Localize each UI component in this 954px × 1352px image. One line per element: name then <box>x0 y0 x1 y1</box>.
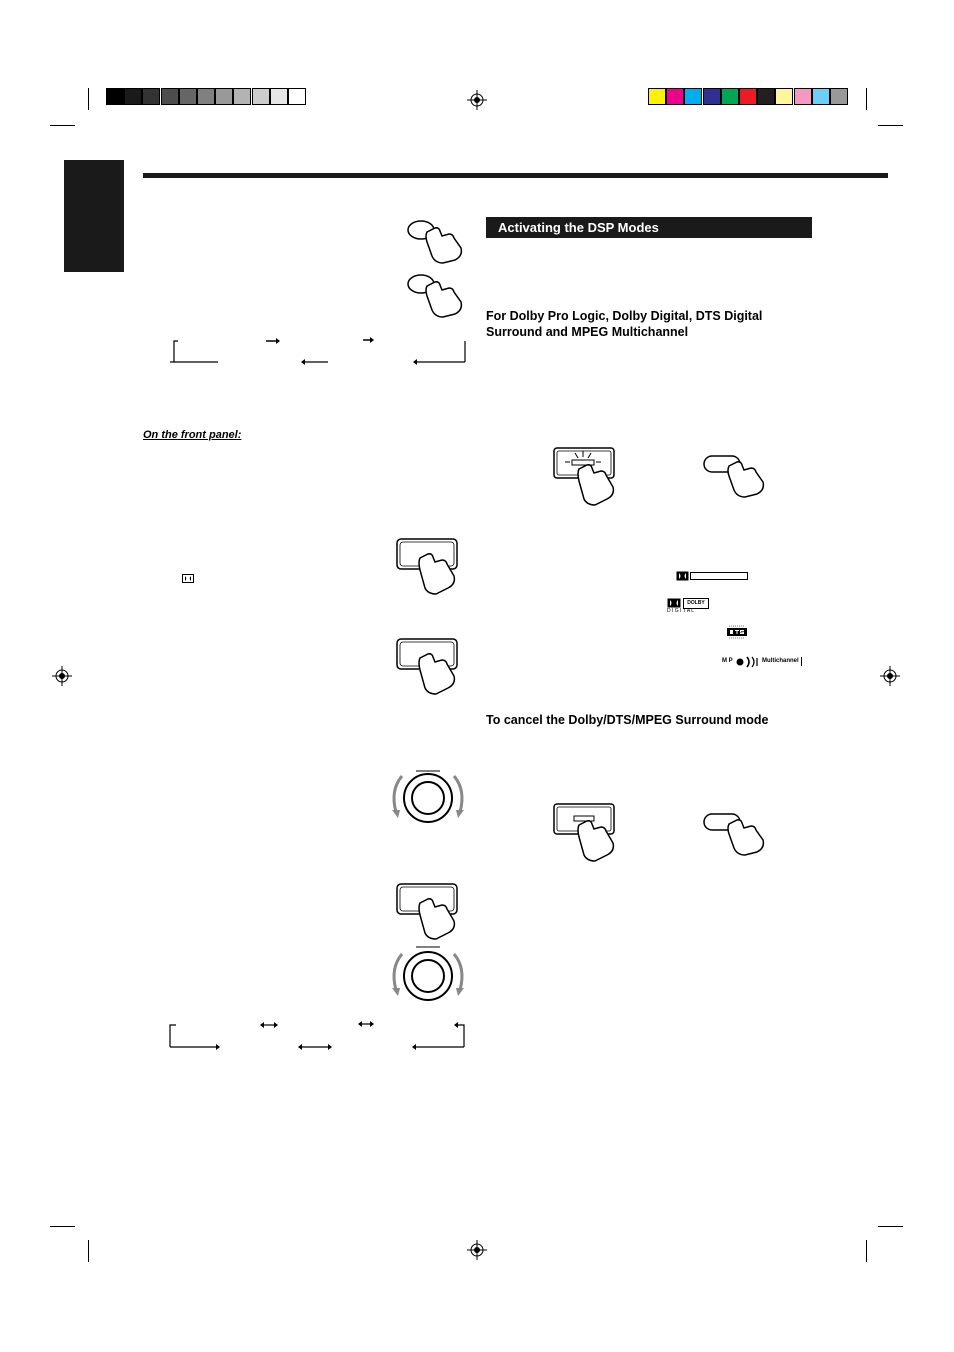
color-swatch <box>830 88 848 105</box>
color-swatch <box>270 88 288 105</box>
registration-mark-left <box>52 666 72 686</box>
registration-mark-bottom <box>467 1240 487 1260</box>
color-swatch <box>703 88 721 105</box>
color-swatch <box>812 88 830 105</box>
color-swatch <box>252 88 270 105</box>
mpeg-prefix: M P <box>722 658 733 664</box>
front-panel-button-press-icon <box>396 638 460 696</box>
color-swatch <box>233 88 251 105</box>
color-swatch <box>142 88 160 105</box>
dolby-double-d-icon <box>667 598 681 608</box>
dolby-pro-logic-indicator-icon <box>676 571 748 581</box>
front-button-press-icon <box>553 803 619 863</box>
color-swatch <box>684 88 702 105</box>
front-panel-note: On the front panel: <box>143 429 242 441</box>
multichannel-wordmark: Multichannel <box>762 658 799 664</box>
color-swatch <box>124 88 142 105</box>
header-rule <box>143 173 888 178</box>
subhead-formats: For Dolby Pro Logic, Dolby Digital, DTS Digital Surround and MPEG Multichannel <box>486 309 763 339</box>
crop-mark <box>866 88 867 110</box>
color-swatch <box>775 88 793 105</box>
hand-press-remote-button-icon <box>703 810 767 856</box>
mode-cycle-diagram-bidirectional <box>166 1019 468 1051</box>
rotary-control-knob-icon <box>388 768 468 826</box>
crop-mark <box>50 1226 75 1227</box>
registration-mark-top <box>467 90 487 110</box>
mpeg-wave-icon <box>736 656 762 668</box>
color-swatch <box>648 88 666 105</box>
color-swatch <box>721 88 739 105</box>
crop-mark <box>866 1240 867 1262</box>
color-swatch <box>757 88 775 105</box>
crop-mark <box>88 1240 89 1262</box>
digital-letters: D I G I T A L <box>667 608 695 614</box>
color-swatch <box>288 88 306 105</box>
color-swatch <box>106 88 124 105</box>
color-swatch <box>215 88 233 105</box>
color-swatch <box>179 88 197 105</box>
rotary-control-knob-icon <box>388 944 468 1004</box>
dolby-digital-logo <box>667 598 711 614</box>
color-swatch <box>161 88 179 105</box>
subhead-cancel: To cancel the Dolby/DTS/MPEG Surround mode <box>486 713 769 727</box>
dts-logo-icon <box>727 625 747 639</box>
color-swatch <box>666 88 684 105</box>
crop-mark <box>878 125 903 126</box>
crop-mark <box>878 1226 903 1227</box>
crop-mark <box>88 88 89 110</box>
hand-press-remote-button-icon <box>405 218 465 264</box>
crop-mark <box>50 125 75 126</box>
mpeg-logo-end-bar <box>801 657 802 666</box>
dolby-symbol-icon <box>182 574 194 583</box>
hand-press-remote-button-icon <box>703 452 767 498</box>
mode-cycle-diagram <box>168 335 468 365</box>
dolby-wordmark-box: DOLBY <box>683 598 709 609</box>
language-side-tab <box>64 160 124 272</box>
blinking-front-button-press-icon <box>553 447 619 507</box>
front-panel-button-press-icon <box>396 538 460 596</box>
hand-press-remote-button-icon <box>405 272 465 318</box>
color-swatch <box>197 88 215 105</box>
mpeg-multichannel-logo <box>722 656 804 668</box>
front-panel-button-press-icon <box>396 883 460 941</box>
color-swatch <box>794 88 812 105</box>
color-swatch <box>739 88 757 105</box>
section-title: Activating the DSP Modes <box>486 217 812 238</box>
registration-mark-right <box>880 666 900 686</box>
